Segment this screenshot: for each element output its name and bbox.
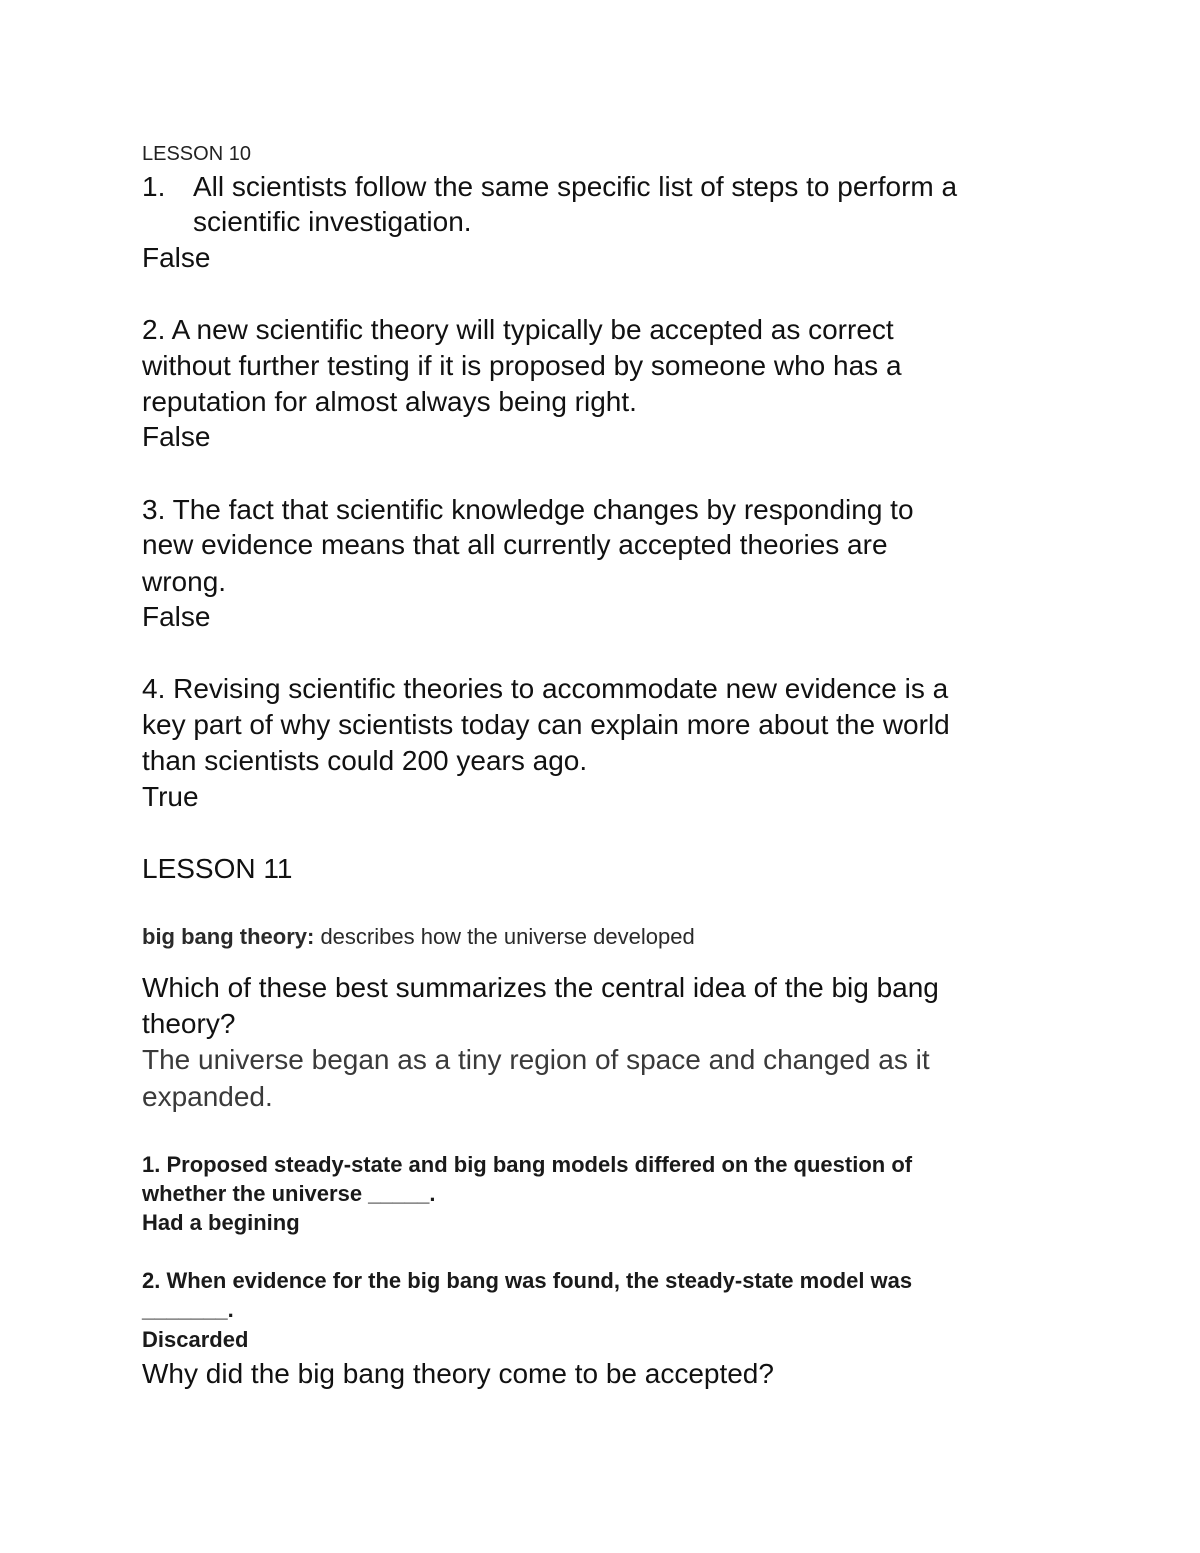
question-1-number: 1. <box>142 171 166 202</box>
lesson-11-question-2-line1: 2. When evidence for the big bang was found, the steady-state model was <box>142 1268 913 1293</box>
lesson-11-heading: LESSON 11 <box>142 853 293 884</box>
question-2-answer: False <box>142 421 211 452</box>
lesson-10-heading: LESSON 10 <box>142 143 251 165</box>
question-2-text-line2: without further testing if it is proposed by someone who has a <box>142 350 902 381</box>
question-2-text-line3: reputation for almost always being right. <box>142 386 637 417</box>
summary-question-line2: theory? <box>142 1008 236 1039</box>
question-4-answer: True <box>142 781 199 812</box>
lesson-11-question-2-answer: Discarded <box>142 1327 249 1352</box>
lesson-11-question-1-line1: 1. Proposed steady-state and big bang models differed on the question of <box>142 1152 913 1177</box>
summary-answer-line2: expanded. <box>142 1081 273 1112</box>
lesson-11-question-1-line2: whether the universe _____. <box>142 1181 436 1206</box>
question-3-text-line3: wrong. <box>142 566 227 597</box>
summary-question-line1: Which of these best summarizes the central idea of the big bang <box>142 972 939 1003</box>
question-3-text-line1: 3. The fact that scientific knowledge changes by responding to <box>142 494 914 525</box>
lesson-11-question-1-answer: Had a begining <box>142 1210 300 1235</box>
question-1-answer: False <box>142 242 211 273</box>
final-question: Why did the big bang theory come to be accepted? <box>142 1358 774 1389</box>
question-1-text-line2: scientific investigation. <box>193 206 472 237</box>
question-1-text-line1: All scientists follow the same specific list of steps to perform a <box>193 171 958 202</box>
definition-term: big bang theory: <box>142 924 315 949</box>
question-2-text-line1: 2. A new scientific theory will typically be accepted as correct <box>142 314 894 345</box>
question-4-text-line3: than scientists could 200 years ago. <box>142 745 588 776</box>
question-3-text-line2: new evidence means that all currently accepted theories are <box>142 529 888 560</box>
question-4-text-line1: 4. Revising scientific theories to accommodate new evidence is a <box>142 673 949 704</box>
summary-answer-line1: The universe began as a tiny region of space and changed as it <box>142 1044 930 1075</box>
question-3-answer: False <box>142 601 211 632</box>
lesson-11-question-2-line2: _______. <box>142 1297 234 1322</box>
definition-line <box>142 926 695 948</box>
definition-text: describes how the universe developed <box>314 924 695 949</box>
question-4-text-line2: key part of why scientists today can explain more about the world <box>142 709 950 740</box>
